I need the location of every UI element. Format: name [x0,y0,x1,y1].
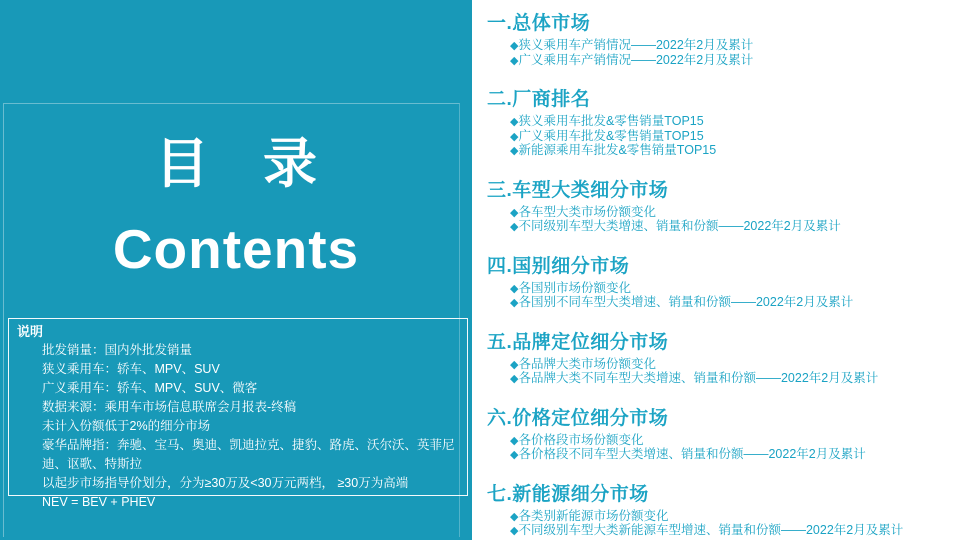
toc-item-label: 新能源乘用车批发&零售销量TOP15 [518,143,717,157]
section-title: 一.总体市场 [487,13,591,34]
toc-section-price-positioning [487,407,960,463]
toc-item-label: 各品牌大类不同车型大类增速、销量和份额——2022年2月及累计 [518,371,879,385]
toc-item [487,144,960,159]
toc-item [487,220,960,235]
toc-item-label: 各国别不同车型大类增速、销量和份额——2022年2月及累计 [518,295,854,309]
diamond-bullet-icon: ◆ [510,525,519,537]
note-line: 批发销量：国内外批发销量 [42,343,193,357]
toc-item-label: 不同级别车型大类增速、销量和份额——2022年2月及累计 [518,219,841,233]
notes-title: 说明 [17,324,44,339]
diamond-bullet-icon: ◆ [510,40,519,52]
diamond-bullet-icon: ◆ [510,116,519,128]
toc-item [487,510,960,525]
toc-item [487,206,960,221]
diamond-bullet-icon: ◆ [510,358,519,371]
toc-item [487,39,960,54]
toc-item [487,358,960,373]
note-line: 狭义乘用车：轿车、MPV、SUV [42,362,220,376]
toc-item-label: 广义乘用车产销情况——2022年2月及累计 [518,52,754,67]
diamond-bullet-icon: ◆ [510,282,519,295]
notes-box [8,318,468,509]
toc-item [487,524,960,539]
toc-section-new-energy [487,483,960,539]
section-title: 四.国别细分市场 [487,255,630,277]
toc-panel [472,0,960,540]
diamond-bullet-icon: ◆ [510,297,519,309]
diamond-bullet-icon: ◆ [510,221,519,233]
toc-item [487,448,960,463]
toc-section-manufacturer-ranking [487,88,960,159]
toc-item-label: 各品牌大类市场份额变化 [518,356,656,371]
page-title-en: Contents [112,218,360,280]
title-block [0,128,472,280]
diamond-bullet-icon: ◆ [510,54,519,67]
toc-item [487,54,960,69]
note-line: NEV = BEV + PHEV [42,495,156,509]
diamond-bullet-icon: ◆ [510,373,519,385]
section-title: 五.品牌定位细分市场 [487,331,669,353]
toc-section-brand-positioning [487,331,960,387]
toc-item-label: 狭义乘用车批发&零售销量TOP15 [518,114,704,128]
toc-item-label: 各价格段市场份额变化 [518,432,644,447]
note-line: 广义乘用车：轿车、MPV、SUV、微客 [42,381,258,395]
note-line: 未计入份额低于2%的细分市场 [42,419,211,433]
toc-item-label: 各价格段不同车型大类增速、销量和份额——2022年2月及累计 [518,447,866,461]
diamond-bullet-icon: ◆ [510,206,519,219]
diamond-bullet-icon: ◆ [510,449,519,461]
toc-item-label: 各类别新能源市场份额变化 [518,508,669,523]
toc-item-label: 各国别市场份额变化 [518,280,631,295]
section-title: 三.车型大类细分市场 [487,179,669,201]
toc-item [487,115,960,130]
toc-section-vehicle-type [487,179,960,235]
toc-section-overall-market [487,12,960,68]
toc-item [487,296,960,311]
diamond-bullet-icon: ◆ [510,510,519,523]
page-title-zh: 目 录 [155,134,317,194]
toc-item [487,372,960,387]
toc-item [487,282,960,297]
toc-item-label: 狭义乘用车产销情况——2022年2月及累计 [518,38,754,52]
toc-item [487,130,960,145]
toc-item [487,434,960,449]
section-title: 七.新能源细分市场 [487,483,649,505]
diamond-bullet-icon: ◆ [510,145,519,157]
toc-section-country-segment [487,255,960,311]
toc-item-label: 广义乘用车批发&零售销量TOP15 [518,128,704,143]
toc-item-label: 各车型大类市场份额变化 [518,204,656,219]
diamond-bullet-icon: ◆ [510,434,519,447]
diamond-bullet-icon: ◆ [510,130,519,143]
toc-item-label: 不同级别车型大类新能源车型增速、销量和份额——2022年2月及累计 [518,523,904,537]
section-title: 六.价格定位细分市场 [487,407,669,429]
note-line: 数据来源：乘用车市场信息联席会月报表-终稿 [42,400,297,414]
left-panel [0,0,472,540]
note-line: 豪华品牌指：奔驰、宝马、奥迪、凯迪拉克、捷豹、路虎、沃尔沃、英菲尼迪、讴歌、特斯拉 [42,438,455,471]
section-title: 二.厂商排名 [487,89,591,110]
note-line: 以起步市场指导价划分，分为≥30万及<30万元两档， ≥30万为高端 [42,476,409,490]
